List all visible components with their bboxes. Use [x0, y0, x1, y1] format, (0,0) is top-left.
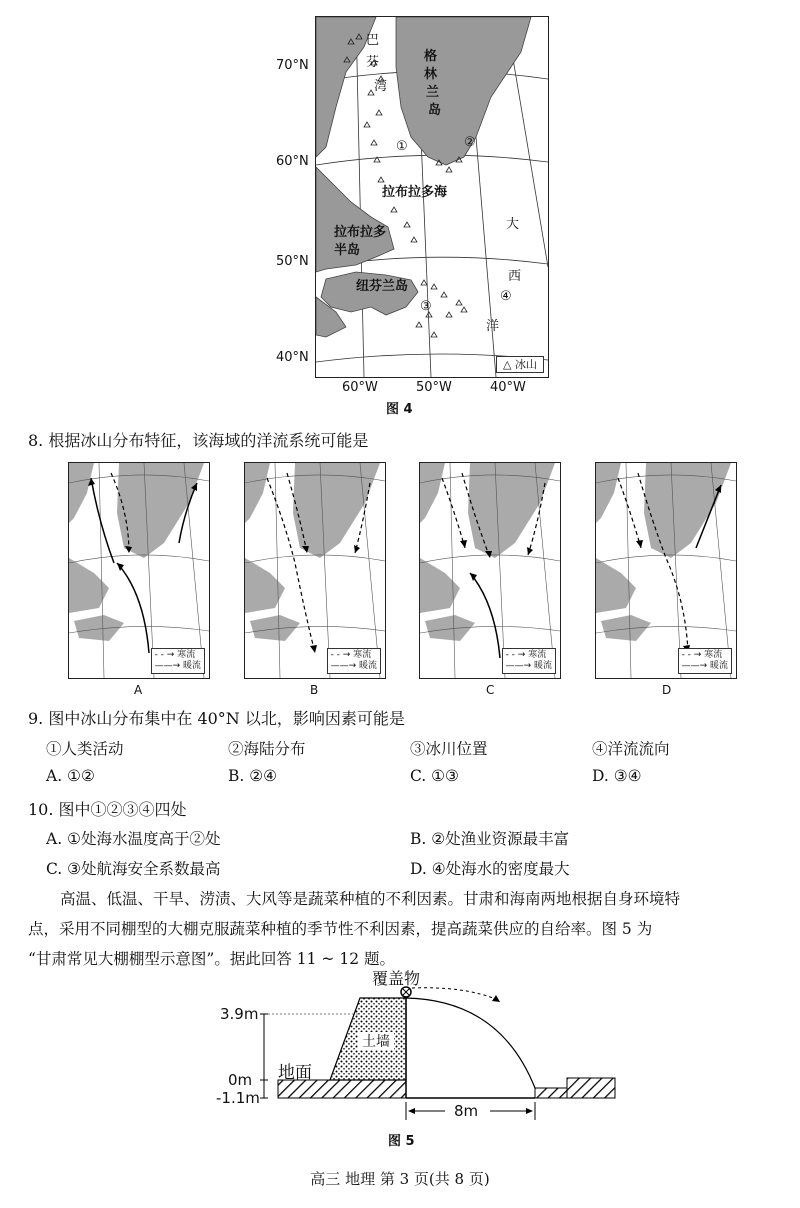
legend-iceberg: 冰山	[515, 358, 537, 371]
lat-label-50: 50°N	[276, 254, 309, 269]
question-9: 9. 图中冰山分布集中在 40°N 以北，影响因素可能是	[28, 709, 405, 728]
option-b-map	[244, 462, 386, 679]
label-height-bottom: -1.1m	[216, 1089, 260, 1107]
legend-warm: 暖流	[533, 661, 552, 671]
marker-4: ④	[500, 289, 512, 304]
dashed-arrow-icon: - - →	[681, 650, 702, 660]
option-a-label: A	[134, 683, 143, 697]
factor-4: ④洋流流向	[592, 740, 670, 758]
label-baffin-1: 巴	[366, 33, 380, 48]
label-greenland-4: 岛	[428, 103, 442, 118]
option-d-map	[595, 462, 737, 679]
figure5-diagram	[200, 970, 620, 1130]
label-newfoundland: 纽芬兰岛	[356, 279, 409, 294]
option-c-legend	[502, 648, 556, 674]
lon-label-50: 50°W	[416, 380, 452, 395]
factor-1: ①人类活动	[46, 740, 124, 758]
legend-cold: 寒流	[353, 650, 372, 660]
label-baffin-2: 芬	[366, 55, 380, 70]
label-earth-wall: 土墙	[362, 1034, 390, 1050]
option-b-legend	[327, 648, 381, 674]
arrow-left-icon	[408, 1108, 415, 1114]
label-height-zero: 0m	[228, 1071, 253, 1089]
legend-warm: 暖流	[709, 661, 728, 671]
label-baffin-3: 湾	[374, 79, 388, 94]
q9-choice-c: C. ①③	[410, 767, 459, 785]
factor-2: ②海陆分布	[228, 740, 306, 758]
legend-warm: 暖流	[358, 661, 377, 671]
lat-label-60: 60°N	[276, 154, 309, 169]
option-a-svg	[69, 463, 209, 678]
label-cover: 覆盖物	[372, 969, 421, 988]
solid-arrow-icon: ——→	[681, 661, 708, 671]
roof-arc	[406, 998, 535, 1088]
label-greenland-2: 林	[424, 67, 438, 82]
lat-label-40: 40°N	[276, 350, 309, 365]
solid-arrow-icon: ——→	[505, 661, 532, 671]
q10-choice-d: D. ④处海水的密度最大	[410, 860, 570, 878]
label-greenland-3: 兰	[426, 85, 440, 100]
label-atlantic-2: 西	[508, 269, 522, 284]
solid-arrow-icon: ——→	[154, 661, 181, 671]
lon-label-60: 60°W	[342, 380, 378, 395]
triangle-icon: △	[503, 358, 512, 371]
q9-choice-d: D. ③④	[592, 767, 642, 785]
factor-3: ③冰川位置	[410, 740, 488, 758]
label-atlantic-1: 大	[506, 217, 520, 232]
label-width: 8m	[454, 1102, 479, 1120]
option-b-label: B	[310, 683, 319, 697]
label-labrador-peninsula-2: 半岛	[334, 243, 361, 258]
dashed-arrow-icon: - - →	[505, 650, 526, 660]
arrow-head-icon	[492, 995, 500, 1002]
q10-choice-b: B. ②处渔业资源最丰富	[410, 830, 570, 848]
option-c-label: C	[486, 683, 495, 697]
figure5-caption: 图 5	[388, 1134, 415, 1149]
marker-3: ③	[420, 299, 432, 314]
legend-cold: 寒流	[177, 650, 196, 660]
figure4-map	[315, 16, 549, 378]
figure4-caption: 图 4	[386, 402, 413, 417]
option-b-svg	[245, 463, 385, 678]
q10-choice-a: A. ①处海水温度高于②处	[46, 830, 221, 848]
question-8: 8. 根据冰山分布特征，该海域的洋流系统可能是	[28, 431, 369, 450]
label-greenland-1: 格	[424, 49, 438, 64]
legend-warm: 暖流	[182, 661, 201, 671]
ground-right	[567, 1078, 615, 1098]
page-footer: 高三 地理 第 3 页(共 8 页)	[310, 1170, 490, 1188]
marker-2: ②	[464, 135, 476, 150]
figure4-legend	[496, 356, 544, 373]
dashed-arrow-icon: - - →	[154, 650, 175, 660]
passage	[28, 884, 780, 974]
lon-line-60	[356, 17, 364, 377]
lon-label-40: 40°W	[490, 380, 526, 395]
label-atlantic-3: 洋	[486, 319, 500, 334]
q10-choice-c: C. ③处航海安全系数最高	[46, 860, 221, 878]
legend-cold: 寒流	[528, 650, 547, 660]
option-d-svg	[596, 463, 736, 678]
marker-1: ①	[396, 139, 408, 154]
solid-arrow-icon: ——→	[330, 661, 357, 671]
passage-line-2: 点，采用不同棚型的大棚克服蔬菜种植的季节性不利因素，提高蔬菜供应的自给率。图 5 为	[28, 920, 653, 938]
question-10: 10. 图中①②③④四处	[28, 800, 187, 819]
option-a-legend	[151, 648, 205, 674]
label-height-top: 3.9m	[220, 1005, 259, 1023]
option-d-label: D	[662, 683, 672, 697]
q9-choice-a: A. ①②	[46, 767, 95, 785]
cover-arrow-path	[412, 988, 498, 1000]
label-labrador-sea: 拉布拉多海	[382, 185, 448, 200]
option-c-map	[419, 462, 561, 679]
passage-line-3: “甘肃常见大棚棚型示意图”。据此回答 11 ~ 12 题。	[28, 950, 395, 968]
ground-right-low	[535, 1088, 567, 1098]
q9-choice-b: B. ②④	[228, 767, 278, 785]
option-a-map	[68, 462, 210, 679]
label-labrador-peninsula-1: 拉布拉多	[334, 225, 387, 240]
label-ground: 地面	[278, 1063, 312, 1083]
passage-line-1: 高温、低温、干旱、涝渍、大风等是蔬菜种植的不利因素。甘肃和海南两地根据自身环境特	[60, 890, 681, 908]
dashed-arrow-icon: - - →	[330, 650, 351, 660]
lat-label-70: 70°N	[276, 58, 309, 73]
option-c-svg	[420, 463, 560, 678]
option-d-legend	[678, 648, 732, 674]
legend-cold: 寒流	[704, 650, 723, 660]
arrow-right-icon	[526, 1108, 533, 1114]
